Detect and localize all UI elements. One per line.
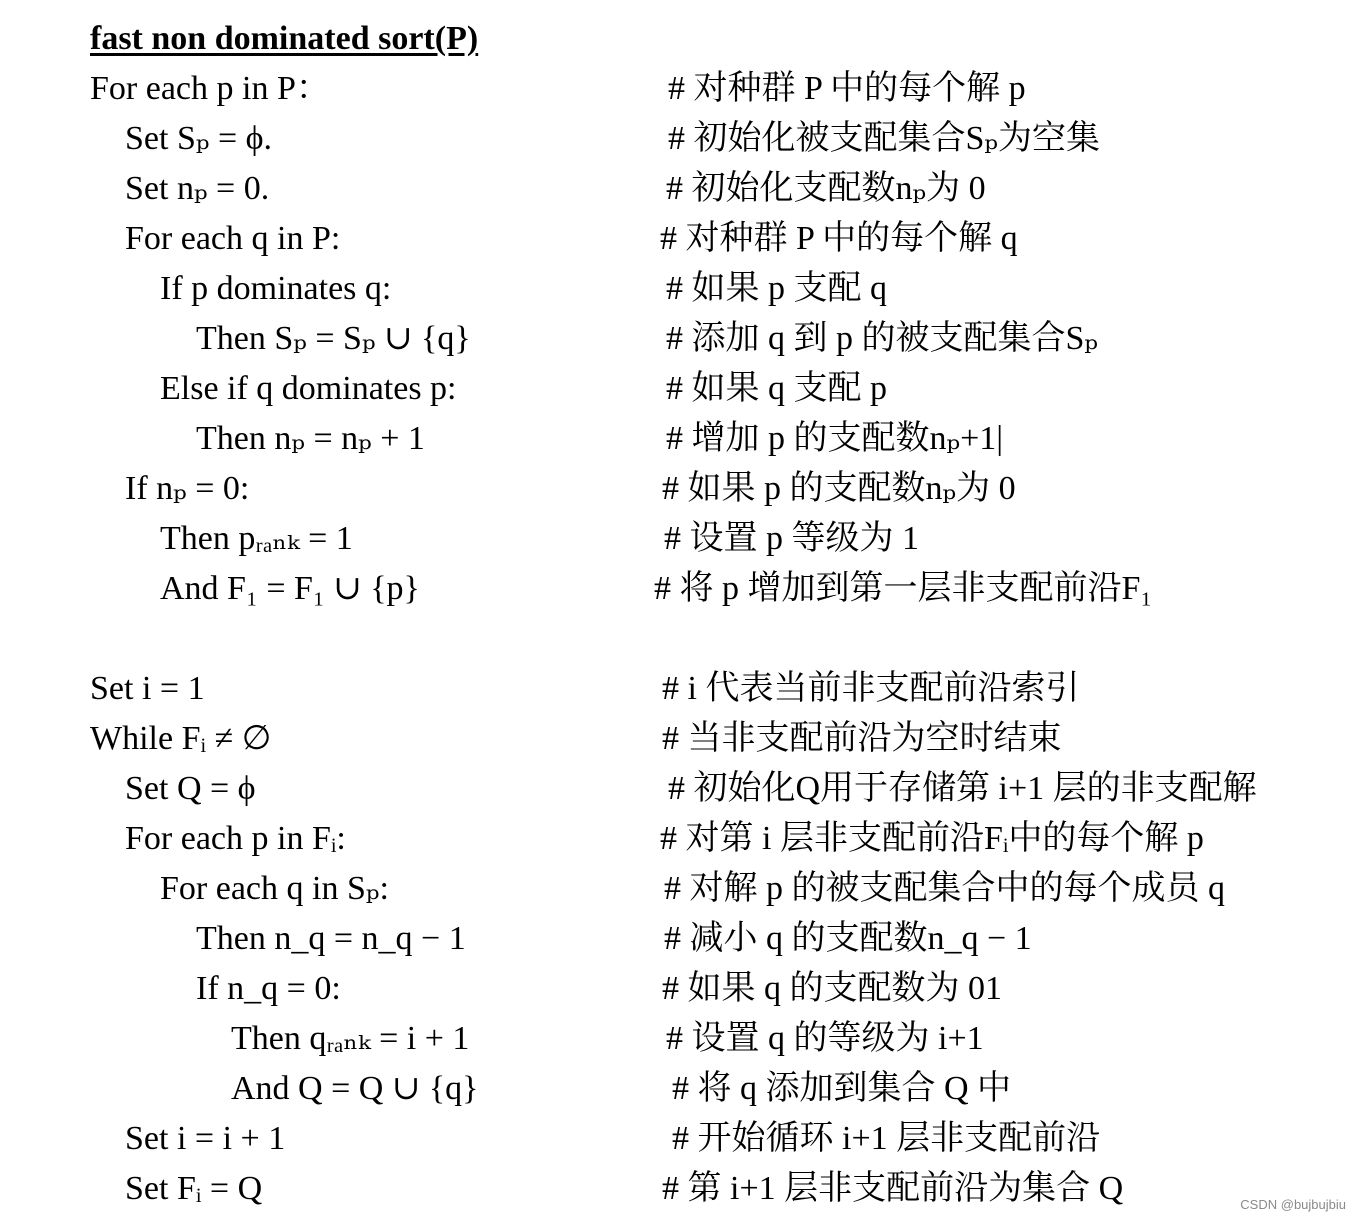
code-line [0,764,1358,814]
code-text: Set Q = ϕ [125,770,256,807]
comment-text: # 第 i+1 层非支配前沿为集合 Q [662,1170,1124,1207]
comment-text: # 减小 q 的支配数n_q − 1 [664,920,1032,957]
code-line [0,564,1358,614]
code-line [0,664,1358,714]
code-line [0,114,1358,164]
comment-text: # 开始循环 i+1 层非支配前沿 [672,1120,1101,1157]
comment-text: # 如果 q 的支配数为 01 [662,970,1002,1007]
code-text: For each q in Sₚ: [160,870,389,907]
code-line [0,214,1358,264]
comment-text: # 初始化支配数nₚ为 0 [666,170,986,207]
comment-text: # i 代表当前非支配前沿索引 [662,670,1080,707]
code-line [0,364,1358,414]
comment-text: # 将 p 增加到第一层非支配前沿F₁ [654,570,1153,607]
code-line [0,64,1358,114]
code-text: If nₚ = 0: [125,470,250,507]
comment-text: # 设置 q 的等级为 i+1 [666,1020,984,1057]
code-text: For each p in Fᵢ: [125,820,346,857]
code-line [0,964,1358,1014]
code-line [0,864,1358,914]
code-line [0,314,1358,364]
code-line [0,264,1358,314]
comment-text: # 如果 q 支配 p [666,370,887,407]
comment-text: # 初始化被支配集合Sₚ为空集 [668,120,1101,157]
code-text: Then pᵣₐₙₖ = 1 [160,520,353,557]
code-text: Else if q dominates p: [160,370,457,407]
code-line [0,1164,1358,1214]
algorithm-title: fast non dominated sort(P) [90,20,479,57]
code-text: Set Fᵢ = Q [125,1170,263,1207]
comment-text: # 对种群 P 中的每个解 q [660,220,1018,257]
code-line [0,914,1358,964]
comment-text: # 初始化Q用于存储第 i+1 层的非支配解 [668,770,1257,807]
code-line [0,814,1358,864]
code-text: Set nₚ = 0. [125,170,270,207]
code-text: For each q in P: [125,220,341,257]
comment-text: # 当非支配前沿为空时结束 [662,720,1062,757]
code-text: Then qᵣₐₙₖ = i + 1 [231,1020,470,1057]
code-text: For each p in P： [90,70,330,107]
comment-text: # 增加 p 的支配数nₚ+1| [666,420,1004,457]
comment-text: # 设置 p 等级为 1 [664,520,919,557]
comment-text: # 如果 p 支配 q [666,270,887,307]
comment-text: # 对解 p 的被支配集合中的每个成员 q [664,870,1225,907]
code-line [0,1064,1358,1114]
code-text: Then nₚ = nₚ + 1 [196,420,425,457]
code-line [0,464,1358,514]
code-text: Set i = i + 1 [125,1120,286,1157]
code-line [0,1014,1358,1064]
code-text: While Fᵢ ≠ ∅ [90,720,272,757]
code-line [0,514,1358,564]
code-text: If p dominates q: [160,270,392,307]
code-text: Set i = 1 [90,670,205,707]
code-line [0,164,1358,214]
code-line [0,1114,1358,1164]
comment-text: # 如果 p 的支配数nₚ为 0 [662,470,1016,507]
comment-text: # 将 q 添加到集合 Q 中 [672,1070,1012,1107]
watermark: CSDN @bujbujbiu [1240,1197,1346,1212]
code-text: And F₁ = F₁ ∪ {p} [160,570,420,607]
code-text: If n_q = 0: [196,970,341,1007]
comment-text: # 对种群 P 中的每个解 p [668,70,1026,107]
comment-text: # 添加 q 到 p 的被支配集合Sₚ [666,320,1099,357]
comment-text: # 对第 i 层非支配前沿Fᵢ中的每个解 p [660,820,1204,857]
code-line [0,414,1358,464]
code-text: And Q = Q ∪ {q} [231,1070,479,1107]
code-text: Set Sₚ = ϕ. [125,120,273,157]
code-text: Then n_q = n_q − 1 [196,920,466,957]
code-line [0,714,1358,764]
code-text: Then Sₚ = Sₚ ∪ {q} [196,320,471,357]
